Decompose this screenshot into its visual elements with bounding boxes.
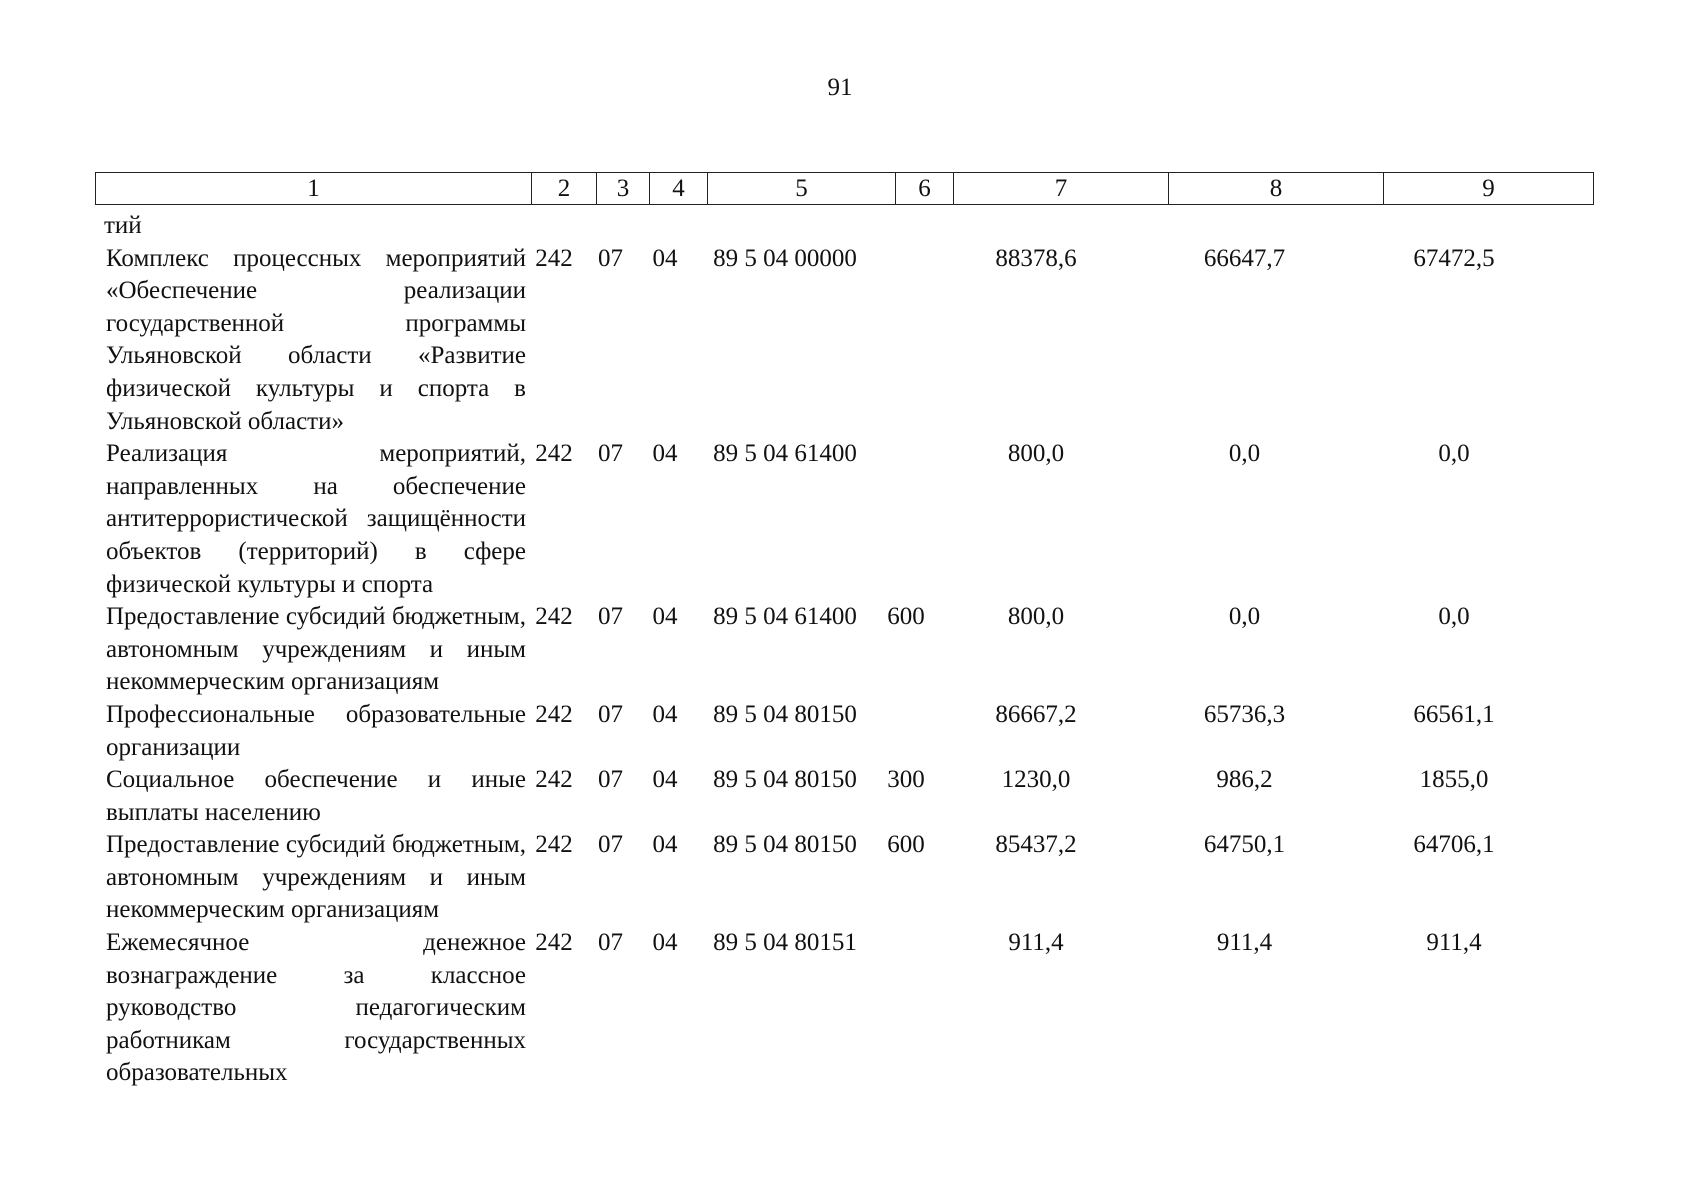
target-article-code: 89 5 04 00000 <box>713 244 857 272</box>
section-code: 07 <box>598 766 623 794</box>
expense-type-code <box>879 438 933 601</box>
expense-type-code <box>879 243 933 439</box>
header-col-8: 8 <box>1169 173 1384 205</box>
amount-col-8: 65736,3 <box>1203 700 1286 728</box>
row-name: Ежемесячное денежное вознаграждение за классное руководство педагогическим работникам государственных образовательных <box>106 929 526 1087</box>
row-name: Предоставление субсидий бюджетным, автономным учреждениям и иным некоммерческим организациям <box>106 603 526 696</box>
subsection-code: 04 <box>652 244 678 272</box>
amount-col-8: 0,0 <box>1228 440 1261 468</box>
header-col-9: 9 <box>1384 173 1594 205</box>
target-article-code: 89 5 04 80150 <box>713 700 857 728</box>
amount-col-7: 911,4 <box>1008 929 1064 957</box>
table-row <box>106 764 1558 829</box>
continued-text: тий <box>104 212 142 239</box>
section-code: 07 <box>598 700 623 728</box>
expense-type-code <box>879 699 933 764</box>
header-col-3: 3 <box>597 173 650 205</box>
subsection-code: 04 <box>652 831 678 859</box>
amount-col-8: 64750,1 <box>1203 831 1286 859</box>
amount-col-9: 67472,5 <box>1413 244 1495 272</box>
code-242: 242 <box>535 700 573 728</box>
row-name: Профессиональные образовательные организации <box>106 700 526 761</box>
budget-table-body <box>106 210 1558 1090</box>
target-article-code: 89 5 04 61400 <box>713 603 857 631</box>
amount-col-9: 911,4 <box>1426 929 1482 957</box>
amount-col-7: 86667,2 <box>995 700 1077 728</box>
header-col-2: 2 <box>532 173 597 205</box>
code-242: 242 <box>535 244 573 272</box>
table-row <box>106 927 1558 1090</box>
column-number-header <box>95 172 1594 205</box>
subsection-code: 04 <box>652 929 678 957</box>
header-col-5: 5 <box>708 173 896 205</box>
table-row <box>106 438 1558 601</box>
amount-col-9: 66561,1 <box>1413 700 1495 728</box>
code-242: 242 <box>535 831 573 859</box>
expense-type-code <box>879 927 933 1090</box>
row-name: Комплекс процессных мероприятий «Обеспечение реализации государственной программы Ульяновской области «Развитие физической культуры и спорта в Ульяновской области» <box>106 244 526 435</box>
subsection-code: 04 <box>652 603 678 631</box>
subsection-code: 04 <box>652 700 678 728</box>
amount-col-8: 911,4 <box>1216 929 1273 957</box>
section-code: 07 <box>598 831 623 859</box>
section-code: 07 <box>598 244 623 272</box>
amount-col-7: 85437,2 <box>995 831 1077 859</box>
table-row <box>106 699 1558 764</box>
row-name: Социальное обеспечение и иные выплаты населению <box>106 766 526 826</box>
subsection-code: 04 <box>652 766 678 794</box>
table-row <box>106 829 1558 927</box>
section-code: 07 <box>598 603 623 631</box>
amount-col-9: 64706,1 <box>1413 831 1495 859</box>
expense-type-code: 300 <box>887 766 925 794</box>
page-number: 91 <box>827 74 853 101</box>
header-col-1: 1 <box>96 173 532 205</box>
table-row <box>106 243 1558 439</box>
row-name: Предоставление субсидий бюджетным, автономным учреждениям и иным некоммерческим организациям <box>106 831 526 924</box>
amount-col-8: 66647,7 <box>1203 244 1286 272</box>
header-col-6: 6 <box>896 173 954 205</box>
target-article-code: 89 5 04 80150 <box>713 766 857 794</box>
target-article-code: 89 5 04 61400 <box>713 440 857 468</box>
amount-col-9: 0,0 <box>1438 440 1470 468</box>
expense-type-code: 600 <box>887 831 925 859</box>
target-article-code: 89 5 04 80150 <box>713 831 857 859</box>
code-242: 242 <box>535 603 573 631</box>
section-code: 07 <box>598 929 623 957</box>
table-row <box>106 601 1558 699</box>
section-code: 07 <box>598 440 623 468</box>
amount-col-9: 0,0 <box>1438 603 1470 631</box>
header-col-7: 7 <box>954 173 1169 205</box>
amount-col-9: 1855,0 <box>1419 766 1489 794</box>
row-name: Реализация мероприятий, направленных на обеспечение антитеррористической защищённости объектов (территорий) в сфере физической культуры и спорта <box>106 440 526 598</box>
amount-col-8: 0,0 <box>1228 603 1261 631</box>
amount-col-8: 986,2 <box>1216 766 1273 794</box>
target-article-code: 89 5 04 80151 <box>713 929 857 957</box>
amount-col-7: 88378,6 <box>995 244 1077 272</box>
expense-type-code: 600 <box>887 603 925 631</box>
code-242: 242 <box>535 929 573 957</box>
code-242: 242 <box>535 766 573 794</box>
amount-col-7: 800,0 <box>1007 603 1065 631</box>
subsection-code: 04 <box>652 440 678 468</box>
continuation-row <box>106 210 1558 243</box>
amount-col-7: 1230,0 <box>1001 766 1071 794</box>
code-242: 242 <box>535 440 573 468</box>
header-col-4: 4 <box>650 173 708 205</box>
amount-col-7: 800,0 <box>1007 440 1065 468</box>
